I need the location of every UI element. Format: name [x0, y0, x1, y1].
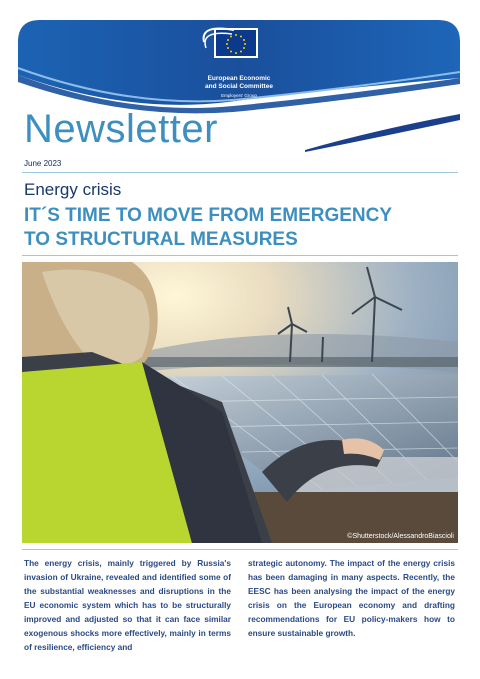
header-banner — [18, 20, 460, 116]
article-body-column-1: The energy crisis, mainly triggered by Russia's invasion of Ukraine, revealed and identified some of the substantial weaknesses and disruptions in the EU economic system which has to be structurally improved and adjusted so that it can face similar exogenous shocks more effectively, mainly in terms of resilience, efficiency and — [24, 558, 231, 652]
org-group: Employers' Group — [221, 93, 257, 98]
article-body-column-2: strategic autonomy. The impact of the energy crisis has been damaging in many aspects. Recently, the EESC has been analysing the impact of the energy crisis on the European economy and drafting recommendations for EU policy-makers how to ensure sustainable growth. — [248, 558, 455, 638]
title-swoosh — [305, 110, 460, 152]
newsletter-title: Newsletter — [24, 107, 218, 151]
photo-credit: ©Shutterstock/AlessandroBiascioli — [347, 533, 454, 540]
divider-middle — [22, 255, 458, 256]
photo-illustration — [22, 262, 458, 543]
headline-line1: IT´S TIME TO MOVE FROM EMERGENCY — [24, 205, 393, 226]
org-name-line2: and Social Committee — [205, 83, 273, 90]
issue-date: June 2023 — [24, 159, 62, 168]
headline-line2: TO STRUCTURAL MEASURES — [24, 229, 298, 250]
article-subtitle: Energy crisis — [24, 180, 122, 199]
article-headline — [24, 204, 464, 252]
org-name-line1: European Economic — [207, 75, 271, 82]
divider-top — [22, 172, 458, 173]
divider-bottom — [22, 549, 458, 550]
article-photo — [22, 262, 458, 543]
banner-shape — [18, 20, 460, 116]
